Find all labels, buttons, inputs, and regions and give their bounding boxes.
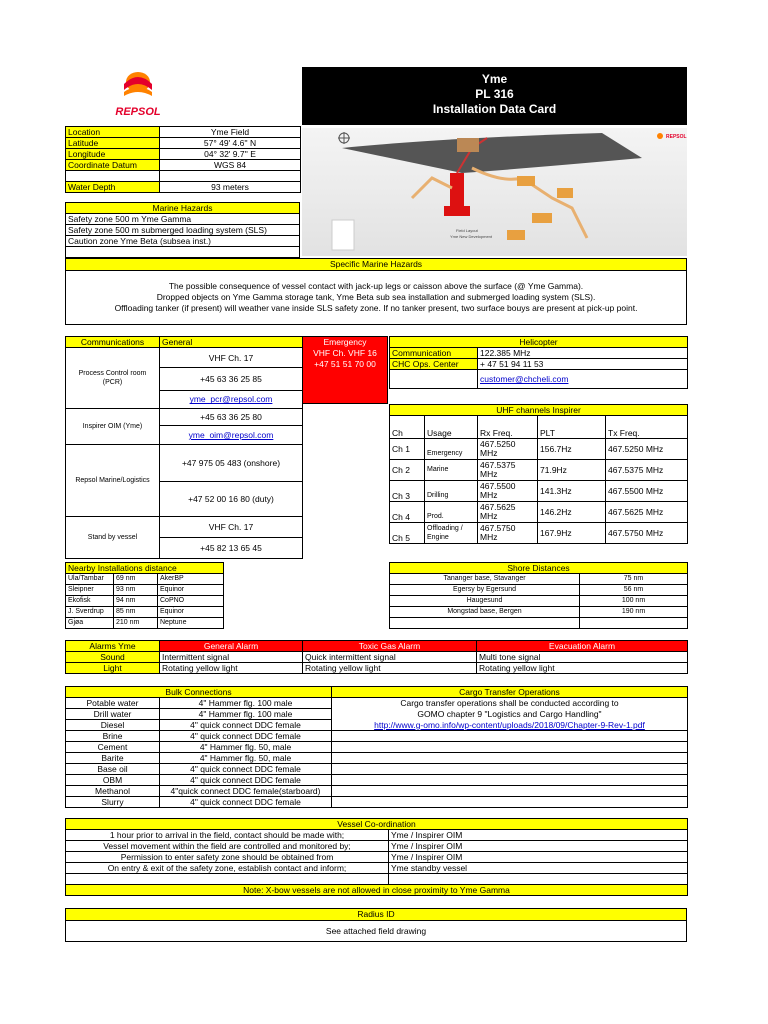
heli-email-link[interactable]: customer@chcheli.com — [480, 374, 569, 384]
shore-blank — [390, 618, 580, 629]
radius-title: Radius ID — [66, 909, 686, 921]
vessel-title: Vessel Co-ordination — [66, 819, 688, 830]
uhf-usage: Drilling — [425, 481, 478, 502]
heli-ops-value: + 47 51 94 11 53 — [478, 359, 688, 370]
pcr-vhf: VHF Ch. 17 — [160, 348, 303, 368]
standby-phone: +45 82 13 65 45 — [160, 538, 303, 559]
bulk-cargo-table — [65, 686, 688, 808]
header-subtitle: Installation Data Card — [432, 102, 557, 116]
location-table — [65, 126, 301, 193]
field-drawing-image — [302, 128, 687, 256]
nearby-dist: 93 nm — [114, 585, 158, 596]
alarm-label: Light — [66, 663, 160, 674]
blank-row — [66, 171, 301, 182]
repsol-logo — [108, 70, 168, 120]
shore-table — [389, 562, 688, 629]
bulk-item: Methanol — [66, 786, 160, 797]
uhf-table — [389, 404, 688, 544]
vessel-task: On entry & exit of the safety zone, establish contact and inform; — [66, 863, 389, 874]
bulk-item: Diesel — [66, 720, 160, 731]
bulk-row — [66, 698, 688, 709]
nearby-title: Nearby Installations distance — [66, 563, 224, 574]
uhf-ch: Ch 2 — [390, 460, 425, 481]
repsol-logo-icon — [108, 70, 168, 104]
alarm-evac: Rotating yellow light — [477, 663, 688, 674]
uhf-header-ch: Ch — [390, 416, 425, 439]
nearby-row — [66, 585, 224, 596]
blank-value — [160, 171, 301, 182]
uhf-ch: Ch 3 — [390, 481, 425, 502]
oim-label: Inspirer OIM (Yme) — [66, 409, 160, 445]
cargo-link[interactable]: http://www.g-omo.info/wp-content/uploads/2018/09/Chapter-9-Rev-1.pdf — [374, 719, 645, 730]
drawing-caption-1: Field Layout — [456, 228, 478, 233]
bulk-conn: 4" quick connect DDC female — [160, 720, 332, 731]
nearby-dist: 85 nm — [114, 607, 158, 618]
uhf-plt: 146.2Hz — [538, 502, 606, 523]
vessel-task: 1 hour prior to arrival in the field, contact should be made with; — [66, 830, 389, 841]
shore-dist: 56 nm — [580, 585, 688, 596]
heli-comm-label: Communication — [390, 348, 478, 359]
pcr-email-link[interactable]: yme_pcr@repsol.com — [189, 394, 273, 405]
vessel-row — [66, 852, 688, 863]
alarms-table — [65, 640, 688, 674]
bulk-item: Brine — [66, 731, 160, 742]
nearby-operator: CoPNO — [158, 596, 224, 607]
datum-label: Coordinate Datum — [66, 160, 160, 171]
alarm-toxic: Rotating yellow light — [303, 663, 477, 674]
uhf-ch: Ch 4 — [390, 502, 425, 523]
alarm-row — [66, 663, 688, 674]
uhf-plt: 167.9Hz — [538, 523, 606, 544]
heli-ops-label: CHC Ops. Center — [390, 359, 478, 370]
shore-name: Tananger base, Stavanger — [390, 574, 580, 585]
uhf-row — [390, 502, 688, 523]
shore-dist: 100 nm — [580, 596, 688, 607]
uhf-header-usage: Usage — [425, 416, 478, 439]
shore-name: Haugesund — [390, 596, 580, 607]
bulk-conn: 4" quick connect DDC female — [160, 797, 332, 808]
bulk-item: Slurry — [66, 797, 160, 808]
vessel-contact: Yme / Inspirer OIM — [389, 841, 688, 852]
depth-row — [66, 182, 301, 193]
header-title: Yme — [481, 72, 508, 86]
bulk-conn: 4" Hammer flg. 50, male — [160, 753, 332, 764]
nearby-row — [66, 574, 224, 585]
specific-hazards-title: Specific Marine Hazards — [66, 259, 686, 271]
uhf-rx: 467.5625 MHz — [478, 502, 538, 523]
shore-dist: 190 nm — [580, 607, 688, 618]
hazard-item: Caution zone Yme Beta (subsea inst.) — [66, 236, 300, 247]
nearby-operator: Equinor — [158, 585, 224, 596]
uhf-rx: 467.5750 MHz — [478, 523, 538, 544]
vessel-row — [66, 830, 688, 841]
bulk-conn: 4" Hammer flg. 100 male — [160, 709, 332, 720]
heli-blank — [390, 370, 478, 389]
shore-name: Mongstad base, Bergen — [390, 607, 580, 618]
communications-table — [65, 336, 303, 559]
bulk-conn: 4" quick connect DDC female — [160, 775, 332, 786]
uhf-title: UHF channels Inspirer — [390, 405, 688, 416]
nearby-name: Ekofisk — [66, 596, 114, 607]
bulk-item: Cement — [66, 742, 160, 753]
bulk-conn: 4" quick connect DDC female — [160, 764, 332, 775]
uhf-tx: 467.5375 MHz — [606, 460, 688, 481]
datum-value: WGS 84 — [160, 160, 301, 171]
specific-hazard-line: The possible consequence of vessel contact with jack-up legs or caisson above the surface (@ Yme Gamma). — [168, 281, 584, 291]
bulk-row — [66, 709, 688, 720]
specific-hazards-box — [65, 258, 687, 325]
shore-row — [390, 574, 688, 585]
uhf-plt: 71.9Hz — [538, 460, 606, 481]
drawing-logo-text: REPSOL — [666, 134, 687, 140]
shore-title: Shore Distances — [390, 563, 688, 574]
vessel-task: Vessel movement within the field are controlled and monitored by; — [66, 841, 389, 852]
alarm-evac: Multi tone signal — [477, 652, 688, 663]
vessel-contact: Yme / Inspirer OIM — [389, 830, 688, 841]
hazard-item: Safety zone 500 m Yme Gamma — [66, 214, 300, 225]
bulk-title: Bulk Connections — [66, 687, 332, 698]
uhf-plt: 141.3Hz — [538, 481, 606, 502]
heli-comm-value: 122.385 MHz — [478, 348, 688, 359]
marine-hazards-title: Marine Hazards — [66, 203, 300, 214]
bulk-row — [66, 775, 688, 786]
alarm-general: Rotating yellow light — [160, 663, 303, 674]
bulk-item: OBM — [66, 775, 160, 786]
uhf-row — [390, 439, 688, 460]
shore-row — [390, 585, 688, 596]
depth-label: Water Depth — [66, 182, 160, 193]
nearby-dist: 210 nm — [114, 618, 158, 629]
pcr-phone: +45 63 36 25 85 — [160, 368, 303, 390]
alarm-general: Intermittent signal — [160, 652, 303, 663]
nearby-dist: 69 nm — [114, 574, 158, 585]
longitude-value: 04° 32' 9.7'' E — [160, 149, 301, 160]
nearby-dist: 94 nm — [114, 596, 158, 607]
bulk-item: Barite — [66, 753, 160, 764]
uhf-ch: Ch 1 — [390, 439, 425, 460]
marine-hazards-table — [65, 202, 300, 258]
uhf-usage: Offloading / Engine — [425, 523, 478, 544]
vessel-contact: Yme / Inspirer OIM — [389, 852, 688, 863]
uhf-header-plt: PLT — [538, 416, 606, 439]
nearby-name: J. Sverdrup — [66, 607, 114, 618]
emergency-box — [302, 336, 388, 404]
location-label: Location — [66, 127, 160, 138]
alarm-row — [66, 652, 688, 663]
vessel-table — [65, 818, 688, 896]
drawing-caption-2: Yme New Development — [450, 234, 493, 239]
datum-row — [66, 160, 301, 171]
bulk-row — [66, 753, 688, 764]
location-value: Yme Field — [160, 127, 301, 138]
emergency-phone: +47 51 51 70 00 — [314, 359, 376, 369]
uhf-plt: 156.7Hz — [538, 439, 606, 460]
uhf-row — [390, 523, 688, 544]
longitude-label: Longitude — [66, 149, 160, 160]
helicopter-title: Helicopter — [390, 337, 688, 348]
general-header: General — [160, 337, 303, 348]
bulk-row — [66, 797, 688, 808]
shore-row — [390, 596, 688, 607]
latitude-value: 57° 49' 4.6'' N — [160, 138, 301, 149]
oim-phone: +45 63 36 25 80 — [160, 409, 303, 426]
cargo-line-2: GOMO chapter 9 "Logistics and Cargo Handling" — [332, 709, 688, 720]
cargo-title: Cargo Transfer Operations — [332, 687, 688, 698]
depth-value: 93 meters — [160, 182, 301, 193]
uhf-tx: 467.5500 MHz — [606, 481, 688, 502]
header-box — [302, 67, 687, 125]
nearby-table — [65, 562, 224, 629]
oim-email-link[interactable]: yme_oim@repsol.com — [188, 430, 274, 440]
vessel-contact: Yme standby vessel — [389, 863, 688, 874]
uhf-usage: Emergency — [425, 439, 478, 460]
nearby-row — [66, 596, 224, 607]
vessel-note: Note: X-bow vessels are not allowed in close proximity to Yme Gamma — [66, 885, 688, 896]
uhf-tx: 467.5750 MHz — [606, 523, 688, 544]
bulk-conn: 4" quick connect DDC female — [160, 731, 332, 742]
shore-name: Egersy by Egersund — [390, 585, 580, 596]
header-license: PL 316 — [475, 87, 514, 101]
uhf-row — [390, 481, 688, 502]
alarm-toxic: Quick intermittent signal — [303, 652, 477, 663]
radius-text: See attached field drawing — [325, 926, 427, 936]
bulk-row — [66, 742, 688, 753]
pcr-label: Process Control room (PCR) — [66, 348, 160, 409]
marine-phone-onshore: +47 975 05 483 (onshore) — [160, 445, 303, 482]
alarms-title: Alarms Yme — [66, 641, 160, 652]
standby-label: Stand by vessel — [66, 517, 160, 559]
nearby-row — [66, 618, 224, 629]
marine-logistics-label: Repsol Marine/Logistics — [66, 445, 160, 517]
logo-text: REPSOL — [115, 106, 161, 118]
uhf-ch: Ch 5 — [390, 523, 425, 544]
evacuation-alarm-header: Evacuation Alarm — [477, 641, 688, 652]
specific-hazard-line: Offloading tanker (if present) will weather vane inside SLS safety zone. If no tanker present, two surface bouys are present at pick-up point. — [114, 303, 638, 313]
hazard-item: Safety zone 500 m submerged loading system (SLS) — [66, 225, 300, 236]
general-alarm-header: General Alarm — [160, 641, 303, 652]
nearby-name: Sleipner — [66, 585, 114, 596]
nearby-operator: AkerBP — [158, 574, 224, 585]
nearby-name: Gjøa — [66, 618, 114, 629]
standby-vhf: VHF Ch. 17 — [160, 517, 303, 538]
bulk-conn: 4"quick connect DDC female(starboard) — [160, 786, 332, 797]
bulk-conn: 4" Hammer flg. 50, male — [160, 742, 332, 753]
vessel-task: Permission to enter safety zone should be obtained from — [66, 852, 389, 863]
bulk-row — [66, 786, 688, 797]
uhf-rx: 467.5500 MHz — [478, 481, 538, 502]
uhf-usage: Marine — [425, 460, 478, 481]
specific-hazard-line: Dropped objects on Yme Gamma storage tank, Yme Beta sub sea installation and submerged loading system (SLS). — [156, 292, 596, 302]
vessel-row — [66, 841, 688, 852]
uhf-rx: 467.5250 MHz — [478, 439, 538, 460]
bulk-item: Drill water — [66, 709, 160, 720]
latitude-row — [66, 138, 301, 149]
nearby-operator: Neptune — [158, 618, 224, 629]
longitude-row — [66, 149, 301, 160]
marine-phone-duty: +47 52 00 16 80 (duty) — [160, 482, 303, 517]
hazard-blank — [66, 247, 300, 258]
cargo-line-1: Cargo transfer operations shall be conducted according to — [332, 698, 688, 709]
alarm-label: Sound — [66, 652, 160, 663]
bulk-item: Potable water — [66, 698, 160, 709]
toxic-alarm-header: Toxic Gas Alarm — [303, 641, 477, 652]
field-drawing-icon — [302, 128, 687, 256]
communications-header: Communications — [66, 337, 160, 348]
nearby-operator: Equinor — [158, 607, 224, 618]
uhf-rx: 467.5375 MHz — [478, 460, 538, 481]
bulk-row — [66, 731, 688, 742]
helicopter-table — [389, 336, 688, 389]
uhf-row — [390, 460, 688, 481]
uhf-usage: Prod. — [425, 502, 478, 523]
emergency-title: Emergency — [323, 337, 367, 347]
nearby-row — [66, 607, 224, 618]
latitude-label: Latitude — [66, 138, 160, 149]
uhf-header-tx: Tx Freq. — [606, 416, 688, 439]
nearby-name: Ula/Tambar — [66, 574, 114, 585]
radius-box — [65, 908, 687, 942]
uhf-header-rx: Rx Freq. — [478, 416, 538, 439]
location-row — [66, 127, 301, 138]
vessel-row — [66, 863, 688, 874]
shore-row — [390, 607, 688, 618]
emergency-vhf: VHF Ch. VHF 16 — [313, 348, 377, 358]
bulk-item: Base oil — [66, 764, 160, 775]
bulk-row — [66, 720, 688, 731]
bulk-row — [66, 764, 688, 775]
uhf-tx: 467.5250 MHz — [606, 439, 688, 460]
uhf-tx: 467.5625 MHz — [606, 502, 688, 523]
blank-label — [66, 171, 160, 182]
shore-dist: 75 nm — [580, 574, 688, 585]
bulk-conn: 4" Hammer flg. 100 male — [160, 698, 332, 709]
